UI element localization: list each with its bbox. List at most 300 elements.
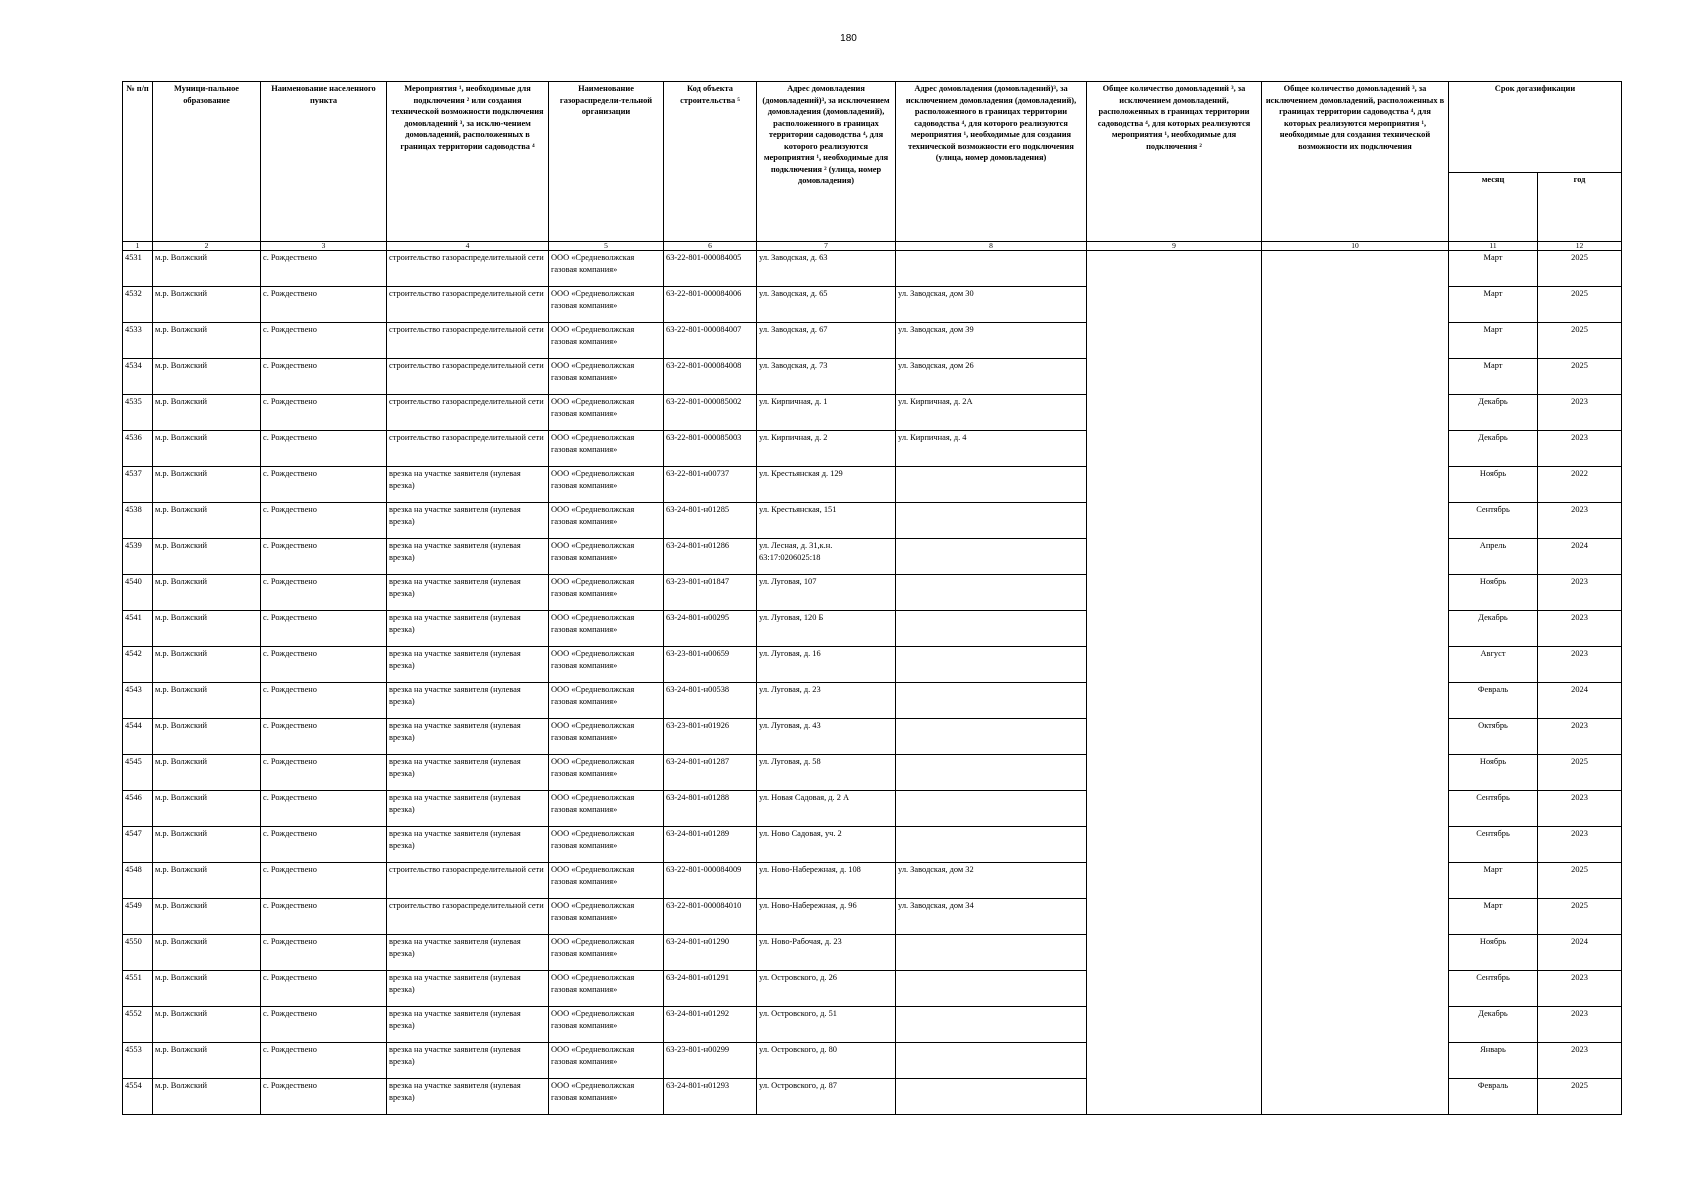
cell-object-code: 63-22-801-000084009	[664, 863, 757, 899]
cell-year: 2025	[1538, 1079, 1622, 1115]
cell-row-number: 4553	[123, 1043, 153, 1079]
cell-count-connection	[1087, 971, 1262, 1007]
cell-address-connection: ул. Заводская, д. 63	[757, 251, 896, 287]
table-row	[123, 647, 1622, 683]
cell-count-connection	[1087, 431, 1262, 467]
cell-settlement: с. Рождествено	[261, 1043, 387, 1079]
cell-settlement: с. Рождествено	[261, 287, 387, 323]
cell-address-connection: ул. Островского, д. 80	[757, 1043, 896, 1079]
gasification-table	[122, 81, 1622, 1115]
cell-object-code: 63-23-801-н00659	[664, 647, 757, 683]
cell-address-connection: ул. Лесная, д. 31,к.н. 63:17:0206025:18	[757, 539, 896, 575]
cell-count-technical	[1262, 791, 1449, 827]
cell-count-technical	[1262, 1007, 1449, 1043]
cell-address-connection: ул. Луговая, д. 16	[757, 647, 896, 683]
cell-address-technical	[896, 611, 1087, 647]
cell-settlement: с. Рождествено	[261, 431, 387, 467]
cell-address-technical: ул. Кирпичная, д. 4	[896, 431, 1087, 467]
cell-object-code: 63-24-801-н01290	[664, 935, 757, 971]
cell-month: Декабрь	[1449, 611, 1538, 647]
cell-measure: врезка на участке заявителя (нулевая врезка)	[387, 683, 549, 719]
cell-count-connection	[1087, 611, 1262, 647]
cell-row-number: 4552	[123, 1007, 153, 1043]
cell-municipality: м.р. Волжский	[153, 1007, 261, 1043]
cell-count-technical	[1262, 827, 1449, 863]
cell-month: Сентябрь	[1449, 791, 1538, 827]
table-row	[123, 1043, 1622, 1079]
table-row	[123, 431, 1622, 467]
cell-measure: строительство газораспределительной сети	[387, 323, 549, 359]
cell-organization: ООО «Средневолжская газовая компания»	[549, 611, 664, 647]
cell-object-code: 63-24-801-н01288	[664, 791, 757, 827]
cell-settlement: с. Рождествено	[261, 647, 387, 683]
cell-municipality: м.р. Волжский	[153, 899, 261, 935]
cell-measure: врезка на участке заявителя (нулевая врезка)	[387, 575, 549, 611]
cell-municipality: м.р. Волжский	[153, 647, 261, 683]
cell-municipality: м.р. Волжский	[153, 755, 261, 791]
cell-municipality: м.р. Волжский	[153, 971, 261, 1007]
column-number: 7	[757, 242, 896, 251]
cell-object-code: 63-24-801-н01285	[664, 503, 757, 539]
cell-address-technical	[896, 647, 1087, 683]
cell-settlement: с. Рождествено	[261, 503, 387, 539]
cell-address-connection: ул. Новая Садовая, д. 2 А	[757, 791, 896, 827]
cell-municipality: м.р. Волжский	[153, 287, 261, 323]
cell-municipality: м.р. Волжский	[153, 719, 261, 755]
cell-settlement: с. Рождествено	[261, 323, 387, 359]
cell-address-technical	[896, 503, 1087, 539]
cell-year: 2023	[1538, 971, 1622, 1007]
cell-month: Апрель	[1449, 539, 1538, 575]
header-gasification-term: Срок догазификации	[1449, 82, 1622, 173]
cell-address-technical	[896, 1043, 1087, 1079]
cell-count-technical	[1262, 683, 1449, 719]
cell-count-connection	[1087, 899, 1262, 935]
cell-object-code: 63-24-801-н01286	[664, 539, 757, 575]
cell-count-connection	[1087, 287, 1262, 323]
cell-year: 2023	[1538, 647, 1622, 683]
cell-address-technical	[896, 251, 1087, 287]
cell-count-technical	[1262, 611, 1449, 647]
cell-year: 2025	[1538, 863, 1622, 899]
cell-address-connection: ул. Ново-Рабочая, д. 23	[757, 935, 896, 971]
header-count-connection: Общее количество домовладений ³, за исключением домовладений, расположенных в границах территории садоводства ⁴, для которых реализуются мероприятия ¹, необходимые для подключения ²	[1087, 82, 1262, 242]
column-number: 1	[123, 242, 153, 251]
cell-address-connection: ул. Ново-Набережная, д. 96	[757, 899, 896, 935]
cell-organization: ООО «Средневолжская газовая компания»	[549, 1079, 664, 1115]
cell-year: 2025	[1538, 755, 1622, 791]
table-row	[123, 1007, 1622, 1043]
cell-measure: врезка на участке заявителя (нулевая врезка)	[387, 719, 549, 755]
cell-address-connection: ул. Кирпичная, д. 1	[757, 395, 896, 431]
cell-address-technical: ул. Заводская, дом 39	[896, 323, 1087, 359]
cell-settlement: с. Рождествено	[261, 1007, 387, 1043]
cell-count-connection	[1087, 1079, 1262, 1115]
cell-municipality: м.р. Волжский	[153, 863, 261, 899]
cell-municipality: м.р. Волжский	[153, 431, 261, 467]
cell-organization: ООО «Средневолжская газовая компания»	[549, 251, 664, 287]
cell-object-code: 63-24-801-н01287	[664, 755, 757, 791]
table-row	[123, 899, 1622, 935]
cell-count-technical	[1262, 575, 1449, 611]
table-row	[123, 251, 1622, 287]
cell-address-technical	[896, 827, 1087, 863]
cell-count-technical	[1262, 899, 1449, 935]
cell-row-number: 4538	[123, 503, 153, 539]
cell-address-connection: ул. Заводская, д. 67	[757, 323, 896, 359]
cell-measure: врезка на участке заявителя (нулевая врезка)	[387, 503, 549, 539]
cell-year: 2024	[1538, 683, 1622, 719]
cell-settlement: с. Рождествено	[261, 683, 387, 719]
table-row	[123, 539, 1622, 575]
cell-address-connection: ул. Ново-Набережная, д. 108	[757, 863, 896, 899]
cell-row-number: 4531	[123, 251, 153, 287]
cell-organization: ООО «Средневолжская газовая компания»	[549, 863, 664, 899]
cell-municipality: м.р. Волжский	[153, 827, 261, 863]
cell-municipality: м.р. Волжский	[153, 467, 261, 503]
cell-measure: врезка на участке заявителя (нулевая врезка)	[387, 827, 549, 863]
cell-address-connection: ул. Луговая, 107	[757, 575, 896, 611]
header-year: год	[1538, 173, 1622, 242]
cell-month: Март	[1449, 899, 1538, 935]
column-number: 2	[153, 242, 261, 251]
cell-year: 2023	[1538, 1007, 1622, 1043]
cell-object-code: 63-22-801-н00737	[664, 467, 757, 503]
cell-year: 2023	[1538, 827, 1622, 863]
cell-month: Сентябрь	[1449, 503, 1538, 539]
cell-count-technical	[1262, 287, 1449, 323]
cell-count-connection	[1087, 683, 1262, 719]
cell-row-number: 4546	[123, 791, 153, 827]
cell-settlement: с. Рождествено	[261, 575, 387, 611]
cell-month: Март	[1449, 287, 1538, 323]
table-row	[123, 503, 1622, 539]
cell-year: 2025	[1538, 359, 1622, 395]
header-address-technical: Адрес домовладения (домовладений)³, за исключением домовладения (домовладений), расположенного в границах территории садоводства ⁴, для которого реализуются мероприятия ¹, необходимые для создания технической возможности его подключения (улица, номер домовладения)	[896, 82, 1087, 242]
cell-year: 2023	[1538, 431, 1622, 467]
cell-municipality: м.р. Волжский	[153, 935, 261, 971]
cell-settlement: с. Рождествено	[261, 755, 387, 791]
cell-month: Ноябрь	[1449, 755, 1538, 791]
table-row	[123, 287, 1622, 323]
cell-count-connection	[1087, 791, 1262, 827]
cell-address-technical: ул. Заводская, дом 32	[896, 863, 1087, 899]
cell-measure: врезка на участке заявителя (нулевая врезка)	[387, 1007, 549, 1043]
cell-organization: ООО «Средневолжская газовая компания»	[549, 359, 664, 395]
cell-settlement: с. Рождествено	[261, 251, 387, 287]
cell-object-code: 63-22-801-000085002	[664, 395, 757, 431]
cell-settlement: с. Рождествено	[261, 899, 387, 935]
cell-measure: строительство газораспределительной сети	[387, 431, 549, 467]
table-row	[123, 863, 1622, 899]
cell-count-technical	[1262, 395, 1449, 431]
cell-count-connection	[1087, 1007, 1262, 1043]
cell-month: Февраль	[1449, 683, 1538, 719]
cell-address-connection: ул. Крестьянская, 151	[757, 503, 896, 539]
cell-object-code: 63-22-801-000084006	[664, 287, 757, 323]
column-number: 8	[896, 242, 1087, 251]
cell-count-connection	[1087, 359, 1262, 395]
cell-municipality: м.р. Волжский	[153, 539, 261, 575]
cell-year: 2024	[1538, 935, 1622, 971]
cell-measure: врезка на участке заявителя (нулевая врезка)	[387, 1043, 549, 1079]
cell-month: Сентябрь	[1449, 827, 1538, 863]
cell-object-code: 63-23-801-н01926	[664, 719, 757, 755]
cell-row-number: 4532	[123, 287, 153, 323]
cell-year: 2023	[1538, 575, 1622, 611]
cell-organization: ООО «Средневолжская газовая компания»	[549, 827, 664, 863]
cell-object-code: 63-24-801-н01292	[664, 1007, 757, 1043]
cell-settlement: с. Рождествено	[261, 611, 387, 647]
cell-count-connection	[1087, 719, 1262, 755]
cell-row-number: 4537	[123, 467, 153, 503]
table-row	[123, 359, 1622, 395]
column-number: 12	[1538, 242, 1622, 251]
cell-year: 2023	[1538, 503, 1622, 539]
cell-municipality: м.р. Волжский	[153, 1043, 261, 1079]
cell-organization: ООО «Средневолжская газовая компания»	[549, 539, 664, 575]
cell-row-number: 4541	[123, 611, 153, 647]
cell-settlement: с. Рождествено	[261, 1079, 387, 1115]
cell-address-connection: ул. Луговая, д. 58	[757, 755, 896, 791]
header-organization: Наименование газораспредели-тельной организации	[549, 82, 664, 242]
cell-count-technical	[1262, 863, 1449, 899]
cell-object-code: 63-23-801-н01847	[664, 575, 757, 611]
cell-address-technical	[896, 539, 1087, 575]
header-number: № п/п	[123, 82, 153, 242]
cell-municipality: м.р. Волжский	[153, 323, 261, 359]
cell-month: Март	[1449, 359, 1538, 395]
cell-municipality: м.р. Волжский	[153, 251, 261, 287]
cell-object-code: 63-24-801-н01289	[664, 827, 757, 863]
cell-row-number: 4543	[123, 683, 153, 719]
header-settlement: Наименование населенного пункта	[261, 82, 387, 242]
cell-row-number: 4535	[123, 395, 153, 431]
column-number: 10	[1262, 242, 1449, 251]
cell-year: 2025	[1538, 899, 1622, 935]
cell-measure: врезка на участке заявителя (нулевая врезка)	[387, 935, 549, 971]
cell-year: 2023	[1538, 791, 1622, 827]
cell-measure: врезка на участке заявителя (нулевая врезка)	[387, 539, 549, 575]
cell-count-connection	[1087, 503, 1262, 539]
cell-month: Декабрь	[1449, 395, 1538, 431]
cell-address-technical	[896, 683, 1087, 719]
cell-month: Март	[1449, 323, 1538, 359]
cell-count-connection	[1087, 539, 1262, 575]
column-number: 3	[261, 242, 387, 251]
cell-row-number: 4549	[123, 899, 153, 935]
table-row	[123, 467, 1622, 503]
column-number: 4	[387, 242, 549, 251]
table-row	[123, 575, 1622, 611]
cell-row-number: 4545	[123, 755, 153, 791]
cell-row-number: 4534	[123, 359, 153, 395]
cell-settlement: с. Рождествено	[261, 935, 387, 971]
cell-count-technical	[1262, 431, 1449, 467]
cell-month: Ноябрь	[1449, 575, 1538, 611]
cell-object-code: 63-24-801-н01291	[664, 971, 757, 1007]
cell-row-number: 4540	[123, 575, 153, 611]
header-municipality: Муници-пальное образование	[153, 82, 261, 242]
table-row	[123, 395, 1622, 431]
cell-month: Март	[1449, 251, 1538, 287]
cell-count-connection	[1087, 395, 1262, 431]
cell-address-connection: ул. Ново Садовая, уч. 2	[757, 827, 896, 863]
cell-object-code: 63-22-801-000084010	[664, 899, 757, 935]
cell-count-connection	[1087, 827, 1262, 863]
cell-address-technical	[896, 467, 1087, 503]
cell-month: Декабрь	[1449, 1007, 1538, 1043]
cell-object-code: 63-22-801-000085003	[664, 431, 757, 467]
cell-month: Декабрь	[1449, 431, 1538, 467]
cell-organization: ООО «Средневолжская газовая компания»	[549, 719, 664, 755]
cell-row-number: 4547	[123, 827, 153, 863]
cell-measure: строительство газораспределительной сети	[387, 899, 549, 935]
cell-measure: строительство газораспределительной сети	[387, 287, 549, 323]
cell-year: 2023	[1538, 395, 1622, 431]
cell-object-code: 63-24-801-н01293	[664, 1079, 757, 1115]
cell-settlement: с. Рождествено	[261, 971, 387, 1007]
cell-object-code: 63-22-801-000084008	[664, 359, 757, 395]
cell-row-number: 4554	[123, 1079, 153, 1115]
cell-address-technical	[896, 1079, 1087, 1115]
cell-month: Сентябрь	[1449, 971, 1538, 1007]
cell-organization: ООО «Средневолжская газовая компания»	[549, 1043, 664, 1079]
cell-measure: строительство газораспределительной сети	[387, 395, 549, 431]
header-count-technical: Общее количество домовладений ³, за исключением домовладений, расположенных в границах территории садоводства ⁴, для которых реализуются мероприятия ¹, необходимые для создания технической возможности их подключения	[1262, 82, 1449, 242]
cell-count-technical	[1262, 935, 1449, 971]
cell-month: Февраль	[1449, 1079, 1538, 1115]
cell-row-number: 4550	[123, 935, 153, 971]
cell-count-connection	[1087, 1043, 1262, 1079]
cell-count-connection	[1087, 935, 1262, 971]
cell-measure: врезка на участке заявителя (нулевая врезка)	[387, 467, 549, 503]
cell-organization: ООО «Средневолжская газовая компания»	[549, 395, 664, 431]
cell-year: 2023	[1538, 719, 1622, 755]
cell-measure: врезка на участке заявителя (нулевая врезка)	[387, 791, 549, 827]
cell-measure: врезка на участке заявителя (нулевая врезка)	[387, 971, 549, 1007]
cell-row-number: 4548	[123, 863, 153, 899]
cell-year: 2025	[1538, 287, 1622, 323]
cell-month: Октябрь	[1449, 719, 1538, 755]
cell-organization: ООО «Средневолжская газовая компания»	[549, 575, 664, 611]
cell-address-technical: ул. Кирпичная, д. 2А	[896, 395, 1087, 431]
cell-count-technical	[1262, 251, 1449, 287]
cell-year: 2025	[1538, 323, 1622, 359]
table-row	[123, 323, 1622, 359]
cell-address-connection: ул. Островского, д. 51	[757, 1007, 896, 1043]
cell-count-technical	[1262, 719, 1449, 755]
cell-year: 2022	[1538, 467, 1622, 503]
cell-object-code: 63-23-801-н00299	[664, 1043, 757, 1079]
cell-object-code: 63-22-801-000084007	[664, 323, 757, 359]
cell-count-connection	[1087, 755, 1262, 791]
cell-address-technical	[896, 971, 1087, 1007]
cell-municipality: м.р. Волжский	[153, 359, 261, 395]
cell-measure: врезка на участке заявителя (нулевая врезка)	[387, 611, 549, 647]
cell-address-technical	[896, 791, 1087, 827]
cell-count-connection	[1087, 323, 1262, 359]
cell-municipality: м.р. Волжский	[153, 395, 261, 431]
cell-address-technical: ул. Заводская, дом 34	[896, 899, 1087, 935]
cell-organization: ООО «Средневолжская газовая компания»	[549, 755, 664, 791]
cell-organization: ООО «Средневолжская газовая компания»	[549, 1007, 664, 1043]
cell-address-technical	[896, 719, 1087, 755]
cell-address-technical	[896, 1007, 1087, 1043]
cell-address-connection: ул. Крестьянская д. 129	[757, 467, 896, 503]
header-address-connection: Адрес домовладения (домовладений)³, за исключением домовладения (домовладений), расположенного в границах территории садоводства ⁴, для которого реализуются мероприятия ¹, необходимые для подключения ² (улица, номер домовладения)	[757, 82, 896, 242]
cell-object-code: 63-24-801-н00538	[664, 683, 757, 719]
cell-measure: врезка на участке заявителя (нулевая врезка)	[387, 647, 549, 683]
cell-count-technical	[1262, 971, 1449, 1007]
cell-address-connection: ул. Заводская, д. 73	[757, 359, 896, 395]
cell-count-connection	[1087, 251, 1262, 287]
header-object-code: Код объекта строительства ⁵	[664, 82, 757, 242]
cell-address-technical: ул. Заводская, дом 30	[896, 287, 1087, 323]
cell-address-connection: ул. Кирпичная, д. 2	[757, 431, 896, 467]
cell-measure: строительство газораспределительной сети	[387, 359, 549, 395]
cell-month: Август	[1449, 647, 1538, 683]
cell-month: Март	[1449, 863, 1538, 899]
cell-municipality: м.р. Волжский	[153, 1079, 261, 1115]
cell-settlement: с. Рождествено	[261, 719, 387, 755]
table-row	[123, 935, 1622, 971]
cell-settlement: с. Рождествено	[261, 863, 387, 899]
column-numbers-row	[123, 242, 1622, 251]
cell-row-number: 4551	[123, 971, 153, 1007]
cell-measure: врезка на участке заявителя (нулевая врезка)	[387, 1079, 549, 1115]
cell-address-technical: ул. Заводская, дом 26	[896, 359, 1087, 395]
cell-count-connection	[1087, 575, 1262, 611]
cell-address-connection: ул. Луговая, д. 43	[757, 719, 896, 755]
cell-count-technical	[1262, 647, 1449, 683]
cell-settlement: с. Рождествено	[261, 467, 387, 503]
cell-address-connection: ул. Луговая, д. 23	[757, 683, 896, 719]
cell-organization: ООО «Средневолжская газовая компания»	[549, 647, 664, 683]
cell-settlement: с. Рождествено	[261, 395, 387, 431]
cell-municipality: м.р. Волжский	[153, 683, 261, 719]
cell-year: 2025	[1538, 251, 1622, 287]
cell-organization: ООО «Средневолжская газовая компания»	[549, 323, 664, 359]
cell-object-code: 63-22-801-000084005	[664, 251, 757, 287]
cell-row-number: 4536	[123, 431, 153, 467]
table-row	[123, 791, 1622, 827]
cell-organization: ООО «Средневолжская газовая компания»	[549, 899, 664, 935]
cell-settlement: с. Рождествено	[261, 791, 387, 827]
table-row	[123, 971, 1622, 1007]
cell-year: 2023	[1538, 1043, 1622, 1079]
cell-year: 2024	[1538, 539, 1622, 575]
header-month: месяц	[1449, 173, 1538, 242]
cell-organization: ООО «Средневолжская газовая компания»	[549, 935, 664, 971]
cell-address-technical	[896, 935, 1087, 971]
cell-count-technical	[1262, 1079, 1449, 1115]
cell-organization: ООО «Средневолжская газовая компания»	[549, 287, 664, 323]
table-row	[123, 755, 1622, 791]
page-number: 180	[840, 33, 857, 44]
cell-count-technical	[1262, 1043, 1449, 1079]
cell-municipality: м.р. Волжский	[153, 791, 261, 827]
table-row	[123, 719, 1622, 755]
cell-count-technical	[1262, 467, 1449, 503]
cell-count-technical	[1262, 539, 1449, 575]
cell-row-number: 4539	[123, 539, 153, 575]
cell-count-technical	[1262, 503, 1449, 539]
header-measures: Мероприятия ¹, необходимые для подключения ² или создания технической возможности подключения домовладений ³, за исклю-чением домовладений, расположенных в границах территории садоводства ⁴	[387, 82, 549, 242]
cell-measure: врезка на участке заявителя (нулевая врезка)	[387, 755, 549, 791]
cell-count-connection	[1087, 647, 1262, 683]
cell-count-technical	[1262, 755, 1449, 791]
